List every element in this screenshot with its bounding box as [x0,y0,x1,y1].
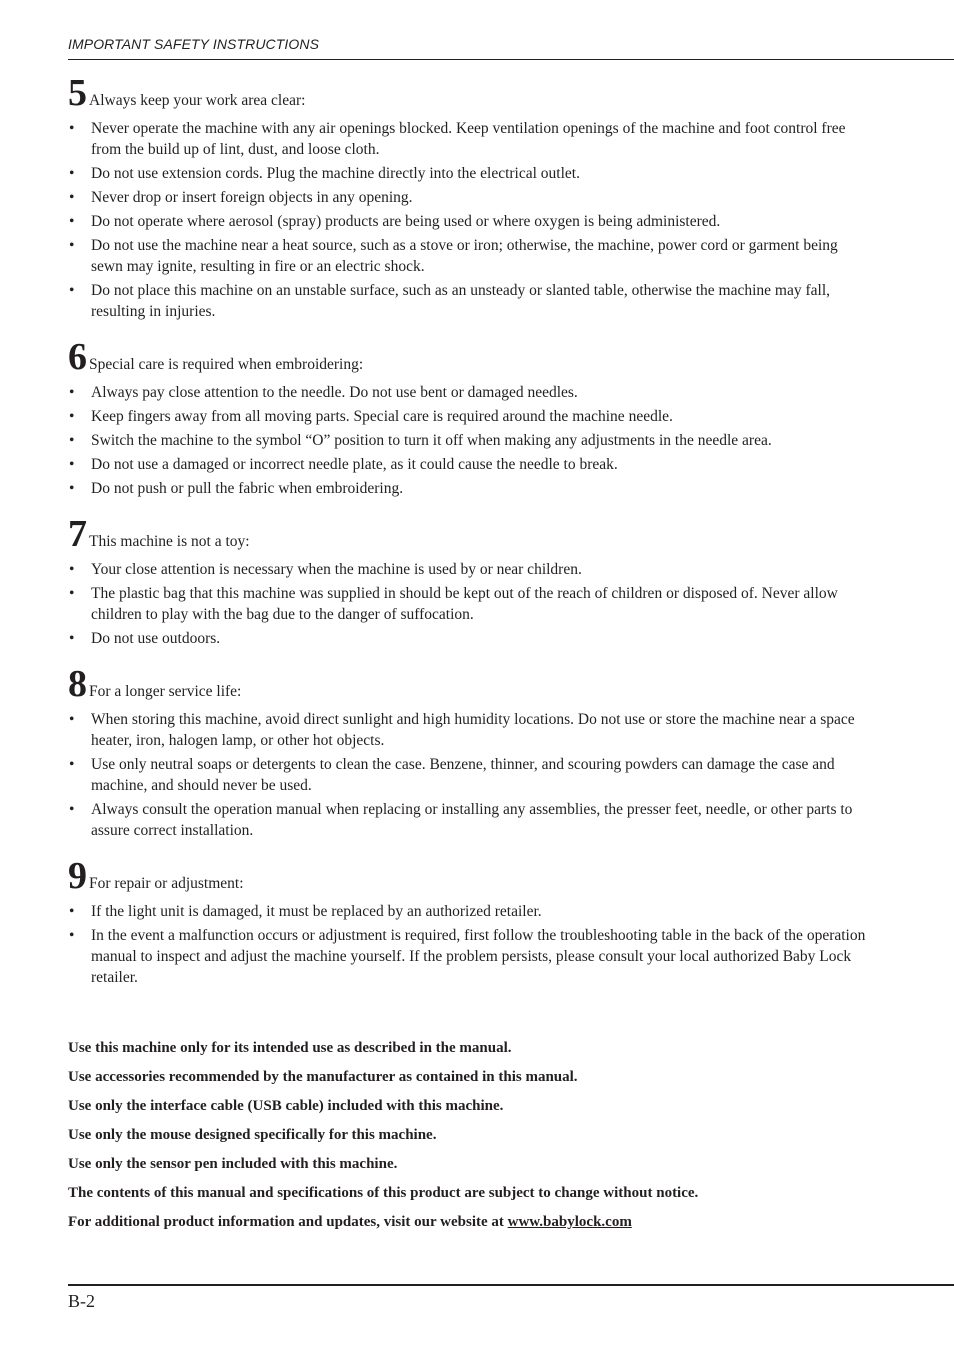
bullet-list [68,901,868,988]
bullet-icon: • [69,561,75,578]
bullet-icon: • [69,384,75,401]
section-heading [68,513,868,555]
page-number: B-2 [68,1291,95,1311]
website-note-text: For additional product information and updates, visit our website at [68,1214,508,1230]
list-item [68,211,868,232]
list-item [68,454,868,475]
list-item-text: Switch the machine to the symbol “O” position to turn it off when making any adjustments in the needle area. [91,432,772,449]
usage-note: Use only the mouse designed specifically for this machine. [68,1127,437,1143]
bullet-icon: • [69,213,75,230]
section-5 [68,72,868,322]
section-number: 5 [68,72,86,114]
list-item-text: Never operate the machine with any air openings blocked. Keep ventilation openings of the machine and foot control free from the build up of lint, dust, and loose cloth. [91,120,846,158]
section-heading [68,663,868,705]
bullet-list [68,559,868,649]
bullet-icon: • [69,189,75,206]
usage-note: Use this machine only for its intended use as described in the manual. [68,1040,512,1056]
bullet-list [68,118,868,322]
bullet-icon: • [69,165,75,182]
list-item [68,478,868,499]
list-item [68,382,868,403]
section-number: 9 [68,855,86,897]
bullet-icon: • [69,480,75,497]
list-item-text: Do not use a damaged or incorrect needle plate, as it could cause the needle to break. [91,456,618,473]
list-item-text: Do not use outdoors. [91,630,221,647]
list-item-text: Do not operate where aerosol (spray) products are being used or where oxygen is being administered. [91,213,721,230]
list-item-text: Do not place this machine on an unstable surface, such as an unsteady or slanted table, otherwise the machine may fall, resulting in injuries. [91,282,831,320]
list-item [68,583,868,625]
safety-instructions [68,72,868,1006]
bullet-icon: • [69,120,75,137]
section-6 [68,336,868,499]
bullet-icon: • [69,456,75,473]
section-intro: This machine is not a toy: [89,533,250,550]
list-item-text: In the event a malfunction occurs or adjustment is required, first follow the troubleshooting table in the back of the operation manual to inspect and adjust the machine yourself. If the problem persists, please consult your local authorized Baby Lock retailer. [91,927,866,986]
list-item [68,118,868,160]
bullet-list [68,709,868,841]
list-item-text: Do not push or pull the fabric when embroidering. [91,480,404,497]
section-number: 6 [68,336,86,378]
usage-note: Use only the sensor pen included with this machine. [68,1156,398,1172]
usage-note: Use only the interface cable (USB cable) included with this machine. [68,1098,504,1114]
footer-divider [68,1284,954,1286]
list-item-text: Use only neutral soaps or detergents to clean the case. Benzene, thinner, and scouring powders can damage the case and machine, and should never be used. [91,756,835,794]
bullet-icon: • [69,237,75,254]
usage-notes [68,1038,918,1241]
list-item [68,163,868,184]
page-header [68,35,954,60]
list-item [68,901,868,922]
section-9 [68,855,868,988]
section-7 [68,513,868,649]
list-item-text: When storing this machine, avoid direct sunlight and high humidity locations. Do not use or store the machine near a space heater, iron, halogen lamp, or other hot objects. [91,711,855,749]
list-item [68,280,868,322]
bullet-icon: • [69,903,75,920]
list-item-text: Always consult the operation manual when replacing or installing any assemblies, the presser feet, needle, or other parts to assure correct installation. [91,801,853,839]
list-item [68,187,868,208]
section-8 [68,663,868,841]
bullet-list [68,382,868,499]
list-item [68,430,868,451]
list-item-text: Your close attention is necessary when the machine is used by or near children. [91,561,582,578]
list-item [68,754,868,796]
section-number: 8 [68,663,86,705]
bullet-icon: • [69,927,75,944]
bullet-icon: • [69,585,75,602]
list-item [68,628,868,649]
bullet-icon: • [69,432,75,449]
section-heading [68,855,868,897]
list-item [68,559,868,580]
section-intro: For a longer service life: [89,683,242,700]
section-intro: Special care is required when embroidering: [89,356,364,373]
list-item-text: Do not use the machine near a heat source, such as a stove or iron; otherwise, the machine, power cord or garment being sewn may ignite, resulting in fire or an electric shock. [91,237,838,275]
bullet-icon: • [69,711,75,728]
website-link[interactable]: www.babylock.com [507,1214,632,1230]
list-item [68,925,868,988]
list-item-text: Never drop or insert foreign objects in any opening. [91,189,413,206]
list-item [68,406,868,427]
list-item-text: Keep fingers away from all moving parts. Special care is required around the machine needle. [91,408,673,425]
list-item [68,799,868,841]
bullet-icon: • [69,630,75,647]
section-intro: Always keep your work area clear: [89,92,306,109]
list-item-text: The plastic bag that this machine was supplied in should be kept out of the reach of children or disposed of. Never allow children to play with the bag due to the danger of suffocation. [91,585,838,623]
list-item [68,709,868,751]
bullet-icon: • [69,408,75,425]
header-title: IMPORTANT SAFETY INSTRUCTIONS [68,36,320,52]
bullet-icon: • [69,801,75,818]
list-item-text: Always pay close attention to the needle. Do not use bent or damaged needles. [91,384,578,401]
list-item [68,235,868,277]
website-note [68,1212,918,1232]
section-number: 7 [68,513,86,555]
section-heading [68,72,868,114]
bullet-icon: • [69,756,75,773]
list-item-text: Do not use extension cords. Plug the machine directly into the electrical outlet. [91,165,580,182]
usage-note: The contents of this manual and specifications of this product are subject to change without notice. [68,1185,699,1201]
list-item-text: If the light unit is damaged, it must be replaced by an authorized retailer. [91,903,542,920]
section-intro: For repair or adjustment: [89,875,244,892]
bullet-icon: • [69,282,75,299]
section-heading [68,336,868,378]
usage-note: Use accessories recommended by the manufacturer as contained in this manual. [68,1069,578,1085]
